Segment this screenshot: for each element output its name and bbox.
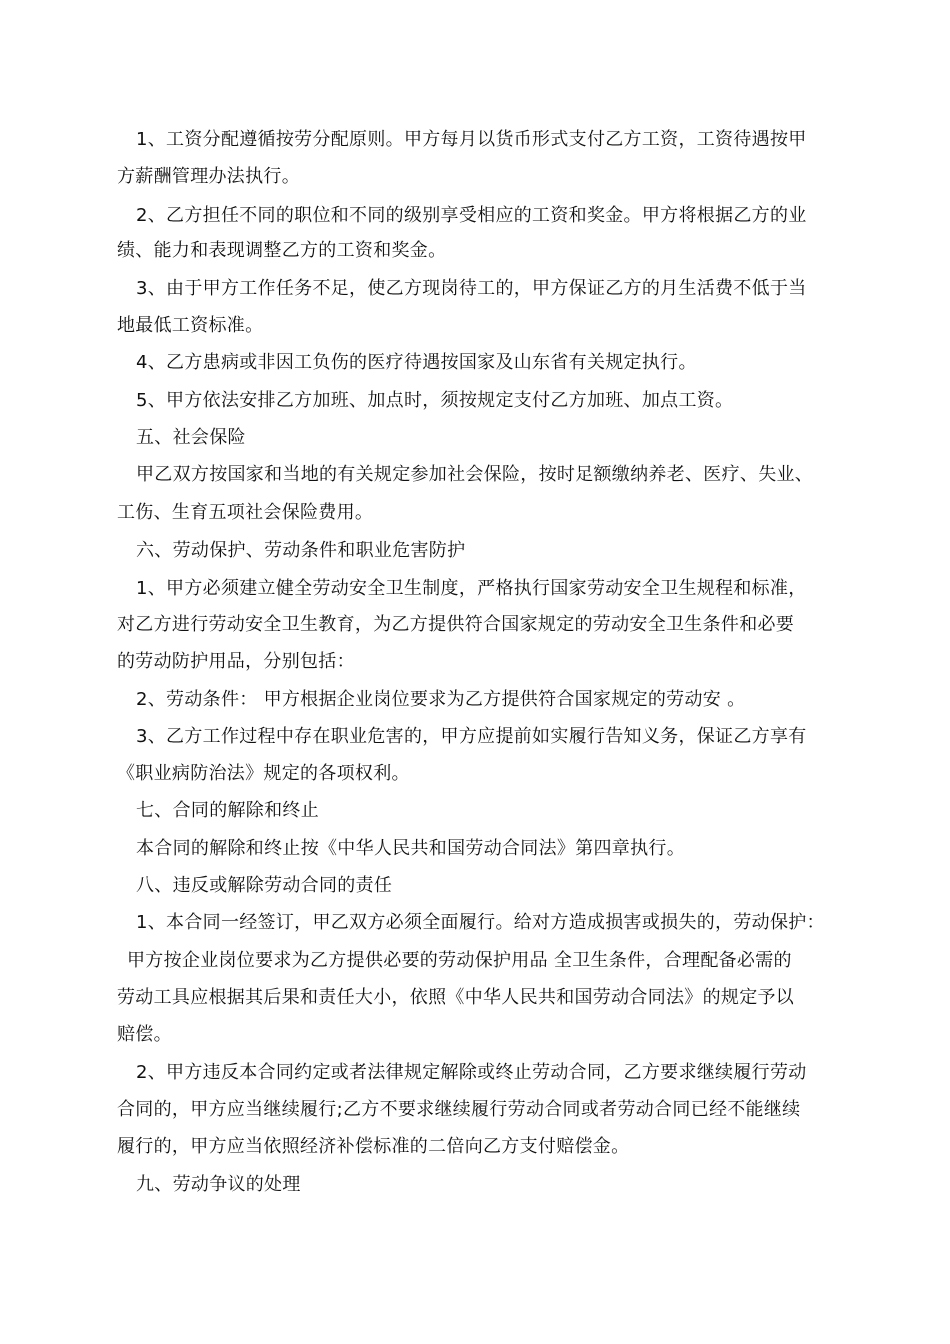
text-line: 本合同的解除和终止按《中华人民共和国劳动合同法》第四章执行。 [136, 838, 685, 859]
text-line: 履行的，甲方应当依照经济补偿标准的二倍向乙方支付赔偿金。 [117, 1136, 630, 1157]
text-line: 5、甲方依法安排乙方加班、加点时，须按规定支付乙方加班、加点工资。 [136, 390, 734, 411]
text-line: 3、乙方工作过程中存在职业危害的，甲方应提前如实履行告知义务，保证乙方享有 [136, 726, 807, 747]
text-line: 《职业病防治法》规定的各项权利。 [117, 763, 410, 784]
text-line: 甲方按企业岗位要求为乙方提供必要的劳动保护用品 全卫生条件，合理配备必需的 [127, 950, 792, 971]
text-line: 甲乙双方按国家和当地的有关规定参加社会保险，按时足额缴纳养老、医疗、失业、 [136, 464, 814, 485]
text-line: 方薪酬管理办法执行。 [117, 166, 300, 187]
section-heading: 八、违反或解除劳动合同的责任 [136, 875, 393, 896]
text-line: 对乙方进行劳动安全卫生教育，为乙方提供符合国家规定的劳动安全卫生条件和必要 [117, 614, 795, 635]
section-heading: 七、合同的解除和终止 [136, 800, 319, 821]
text-line: 2、甲方违反本合同约定或者法律规定解除或终止劳动合同，乙方要求继续履行劳动 [136, 1062, 807, 1083]
section-heading: 六、劳动保护、劳动条件和职业危害防护 [136, 540, 466, 561]
text-line: 绩、能力和表现调整乙方的工资和奖金。 [117, 240, 447, 261]
section-heading: 九、劳动争议的处理 [136, 1174, 301, 1195]
text-line: 3、由于甲方工作任务不足，使乙方现岗待工的，甲方保证乙方的月生活费不低于当 [136, 278, 807, 299]
text-line: 4、乙方患病或非因工负伤的医疗待遇按国家及山东省有关规定执行。 [136, 352, 697, 373]
text-line: 赔偿。 [117, 1024, 172, 1045]
text-line: 1、甲方必须建立健全劳动安全卫生制度，严格执行国家劳动安全卫生规程和标准， [136, 578, 807, 599]
text-line: 1、本合同一经签订，甲乙双方必须全面履行。给对方造成损害或损失的，劳动保护： [136, 912, 825, 933]
text-line: 工伤、生育五项社会保险费用。 [117, 502, 374, 523]
text-line: 地最低工资标准。 [117, 315, 264, 336]
text-line: 2、劳动条件： 甲方根据企业岗位要求为乙方提供符合国家规定的劳动安 。 [136, 689, 746, 710]
text-line: 2、乙方担任不同的职位和不同的级别享受相应的工资和奖金。甲方将根据乙方的业 [136, 205, 807, 226]
text-line: 1、工资分配遵循按劳分配原则。甲方每月以货币形式支付乙方工资，工资待遇按甲 [136, 129, 807, 150]
text-line: 合同的，甲方应当继续履行;乙方不要求继续履行劳动合同或者劳动合同已经不能继续 [117, 1099, 801, 1120]
text-line: 劳动工具应根据其后果和责任大小，依照《中华人民共和国劳动合同法》的规定予以 [117, 987, 795, 1008]
text-line: 的劳动防护用品，分别包括： [117, 651, 355, 672]
section-heading: 五、社会保险 [136, 427, 246, 448]
